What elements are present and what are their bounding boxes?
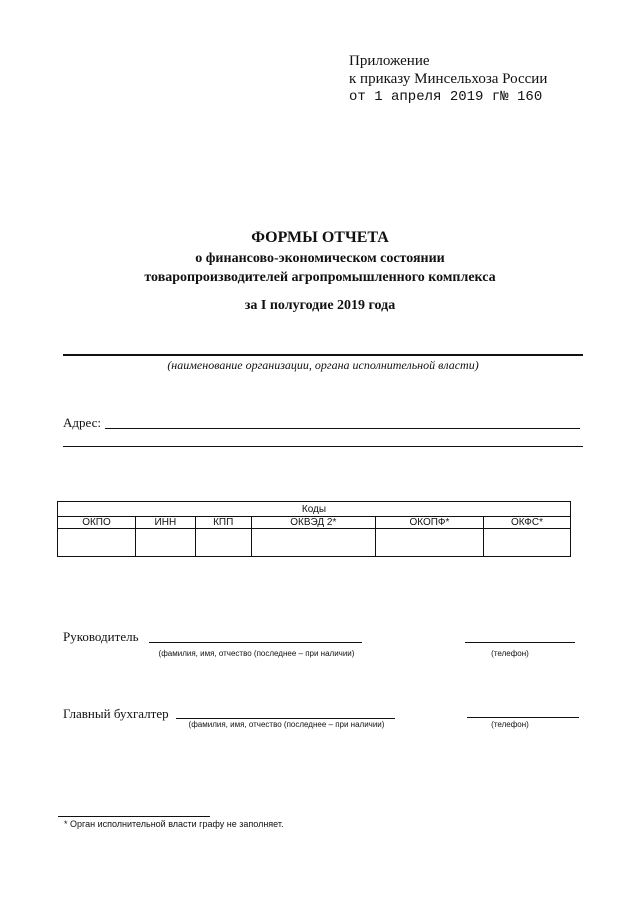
document-subtitle-1: о финансово-экономическом состоянии (195, 251, 445, 266)
document-title-block (0, 228, 640, 287)
organization-caption: (наименование организации, органа исполнительной власти) (167, 358, 479, 372)
address-label: Адрес: (63, 415, 101, 430)
codes-cell-okved[interactable] (251, 529, 375, 557)
codes-col-okved: ОКВЭД 2* (251, 517, 375, 529)
address-field-line-1[interactable] (105, 428, 580, 429)
codes-col-kpp: КПП (195, 517, 251, 529)
codes-col-okpo: ОКПО (58, 517, 136, 529)
accountant-phone-caption: (телефон) (491, 720, 529, 729)
document-title: ФОРМЫ ОТЧЕТА (251, 229, 389, 246)
head-label: Руководитель (63, 629, 139, 644)
accountant-label: Главный бухгалтер (63, 706, 169, 721)
head-phone-caption: (телефон) (491, 649, 529, 658)
codes-cell-kpp[interactable] (195, 529, 251, 557)
codes-col-inn: ИНН (136, 517, 196, 529)
address-field-line-2[interactable] (63, 446, 583, 447)
codes-col-okopf: ОКОПФ* (375, 517, 483, 529)
footnote: * Орган исполнительной власти графу не заполняет. (64, 819, 284, 829)
codes-cell-okfs[interactable] (483, 529, 570, 557)
organization-name-field[interactable] (63, 354, 583, 356)
annex-title: Приложение (349, 53, 430, 69)
head-name-caption: (фамилия, имя, отчество (последнее – при наличии) (158, 649, 355, 658)
annex-order-ref: к приказу Минсельхоза России (349, 71, 548, 87)
codes-cell-okopf[interactable] (375, 529, 483, 557)
accountant-name-caption: (фамилия, имя, отчество (последнее – при наличии) (188, 720, 385, 729)
codes-table (57, 501, 571, 557)
document-subtitle-2: товаропроизводителей агропромышленного комплекса (144, 270, 496, 285)
head-name-field[interactable] (149, 642, 362, 643)
codes-cell-okpo[interactable] (58, 529, 136, 557)
head-phone-field[interactable] (465, 642, 575, 643)
annex-block (349, 52, 547, 106)
accountant-name-field[interactable] (176, 718, 395, 719)
annex-order-date: от 1 апреля 2019 г№ 160 (349, 89, 543, 105)
codes-cell-inn[interactable] (136, 529, 196, 557)
report-period: за I полугодие 2019 года (244, 298, 396, 313)
accountant-phone-field[interactable] (467, 717, 579, 718)
footnote-divider (58, 816, 210, 817)
codes-col-okfs: ОКФС* (483, 517, 570, 529)
codes-header: Коды (58, 502, 571, 517)
